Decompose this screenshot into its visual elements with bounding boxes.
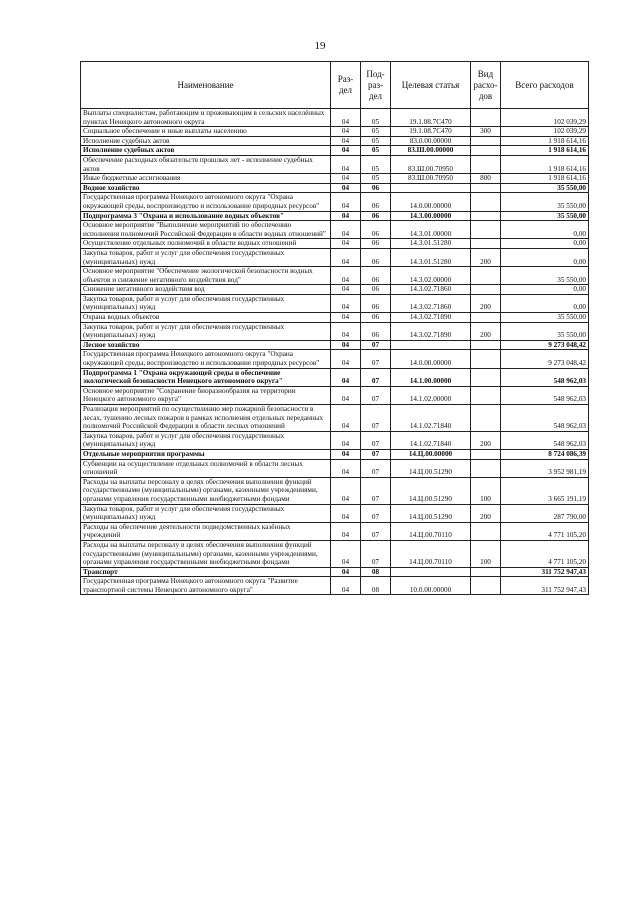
- header-name: Наименование: [81, 62, 331, 109]
- cell-name: Государственная программа Ненецкого автономного округа "Развитие транспортной системы Ненецкого автономного округа": [81, 577, 331, 595]
- table-row: [81, 285, 589, 295]
- table-row: [81, 522, 589, 540]
- cell-target-article: 14.Ц.00.00000: [391, 449, 471, 459]
- cell-subsection: 07: [361, 350, 391, 368]
- table-row: [81, 368, 589, 386]
- cell-section: 04: [331, 504, 361, 522]
- cell-section: 04: [331, 459, 361, 477]
- cell-section: 04: [331, 350, 361, 368]
- cell-subsection: 05: [361, 146, 391, 156]
- cell-expense-kind: [471, 522, 501, 540]
- cell-total: 287 790,00: [501, 504, 589, 522]
- cell-name: Охрана водных объектов: [81, 313, 331, 323]
- table-row: [81, 350, 589, 368]
- table-row: [81, 540, 589, 567]
- cell-section: 04: [331, 267, 361, 285]
- cell-target-article: 19.1.08.7С470: [391, 127, 471, 137]
- cell-expense-kind: [471, 267, 501, 285]
- cell-expense-kind: [471, 313, 501, 323]
- cell-subsection: 06: [361, 313, 391, 323]
- cell-section: 04: [331, 313, 361, 323]
- cell-total: 1 918 614,16: [501, 136, 589, 146]
- cell-expense-kind: 800: [471, 174, 501, 184]
- cell-subsection: 06: [361, 193, 391, 211]
- cell-expense-kind: [471, 239, 501, 249]
- cell-subsection: 06: [361, 267, 391, 285]
- cell-subsection: 06: [361, 294, 391, 312]
- cell-total: 548 962,03: [501, 431, 589, 449]
- table-row: [81, 174, 589, 184]
- cell-section: 04: [331, 155, 361, 173]
- cell-subsection: 05: [361, 136, 391, 146]
- cell-target-article: 14.Ц.00.70110: [391, 522, 471, 540]
- cell-section: 04: [331, 239, 361, 249]
- cell-expense-kind: [471, 350, 501, 368]
- cell-name: Закупка товаров, работ и услуг для обеспечения государственных (муниципальных) нужд: [81, 322, 331, 340]
- cell-name: Основное мероприятие "Выполнение мероприятий по обеспечению исполнения полномочий Российской Федерации в области водных отношений": [81, 221, 331, 239]
- table-row: [81, 211, 589, 221]
- cell-target-article: 14.Ц.00.51290: [391, 477, 471, 504]
- cell-expense-kind: 200: [471, 322, 501, 340]
- cell-expense-kind: 100: [471, 540, 501, 567]
- cell-expense-kind: [471, 155, 501, 173]
- cell-name: Субвенции на осуществление отдельных полномочий в области лесных отношений: [81, 459, 331, 477]
- cell-section: 04: [331, 294, 361, 312]
- cell-expense-kind: 200: [471, 248, 501, 266]
- cell-target-article: 14.1.02.71840: [391, 405, 471, 432]
- cell-name: Водное хозяйство: [81, 183, 331, 193]
- cell-section: 04: [331, 540, 361, 567]
- cell-subsection: 07: [361, 340, 391, 350]
- header-expense-kind: Вид расхо-дов: [471, 62, 501, 109]
- cell-section: 04: [331, 146, 361, 156]
- cell-target-article: 83.Ш.00.70950: [391, 155, 471, 173]
- cell-target-article: 14.3.02.00000: [391, 267, 471, 285]
- table-row: [81, 322, 589, 340]
- cell-target-article: 10.0.00.00000: [391, 577, 471, 595]
- table-row: [81, 155, 589, 173]
- cell-subsection: 07: [361, 477, 391, 504]
- cell-target-article: 14.0.00.00000: [391, 350, 471, 368]
- cell-target-article: 19.1.08.7С470: [391, 109, 471, 127]
- cell-section: 04: [331, 405, 361, 432]
- cell-section: 04: [331, 211, 361, 221]
- table-row: [81, 193, 589, 211]
- cell-total: 311 752 947,43: [501, 577, 589, 595]
- cell-subsection: 06: [361, 221, 391, 239]
- cell-name: Подпрограмма 1 "Охрана окружающей среды и обеспечение экологической безопасности Ненецкого автономного округа": [81, 368, 331, 386]
- cell-section: 04: [331, 248, 361, 266]
- cell-name: Исполнение судебных актов: [81, 146, 331, 156]
- cell-target-article: 14.3.02.71860: [391, 285, 471, 295]
- cell-subsection: 05: [361, 155, 391, 173]
- cell-section: 04: [331, 577, 361, 595]
- cell-section: 04: [331, 109, 361, 127]
- cell-section: 04: [331, 285, 361, 295]
- table-row: [81, 431, 589, 449]
- cell-target-article: 14.3.00.00000: [391, 211, 471, 221]
- cell-section: 04: [331, 522, 361, 540]
- cell-subsection: 07: [361, 449, 391, 459]
- cell-section: 04: [331, 477, 361, 504]
- cell-subsection: 07: [361, 504, 391, 522]
- cell-section: 04: [331, 340, 361, 350]
- cell-target-article: 14.3.02.71890: [391, 313, 471, 323]
- table-row: [81, 386, 589, 404]
- cell-section: 04: [331, 567, 361, 577]
- cell-expense-kind: [471, 386, 501, 404]
- cell-total: 35 550,00: [501, 211, 589, 221]
- cell-name: Закупка товаров, работ и услуг для обеспечения государственных (муниципальных) нужд: [81, 431, 331, 449]
- cell-subsection: 08: [361, 567, 391, 577]
- table-row: [81, 109, 589, 127]
- cell-expense-kind: 200: [471, 431, 501, 449]
- cell-subsection: 06: [361, 322, 391, 340]
- cell-total: 311 752 947,43: [501, 567, 589, 577]
- cell-target-article: 14.Ц.00.51290: [391, 504, 471, 522]
- cell-target-article: 14.1.02.71840: [391, 431, 471, 449]
- cell-target-article: 14.3.01.51280: [391, 239, 471, 249]
- cell-expense-kind: [471, 577, 501, 595]
- page-number: 19: [314, 40, 326, 52]
- cell-total: 35 550,00: [501, 183, 589, 193]
- cell-name: Закупка товаров, работ и услуг для обеспечения государственных (муниципальных) нужд: [81, 294, 331, 312]
- cell-name: Исполнение судебных актов: [81, 136, 331, 146]
- cell-total: 3 665 191,19: [501, 477, 589, 504]
- cell-name: Реализация мероприятий по осуществлению мер пожарной безопасности в лесах, тушению лесных пожаров в рамках исполнения отдельных переданных полномочий Российской Федерации в области лесных отношений: [81, 405, 331, 432]
- table-row: [81, 146, 589, 156]
- cell-total: 0,00: [501, 294, 589, 312]
- table-row: [81, 136, 589, 146]
- cell-target-article: 14.Ц.00.70110: [391, 540, 471, 567]
- cell-subsection: 07: [361, 459, 391, 477]
- cell-section: 04: [331, 136, 361, 146]
- cell-expense-kind: 300: [471, 127, 501, 137]
- cell-expense-kind: 200: [471, 504, 501, 522]
- cell-name: Закупка товаров, работ и услуг для обеспечения государственных (муниципальных) нужд: [81, 248, 331, 266]
- cell-name: Расходы на выплаты персоналу в целях обеспечения выполнения функций государственными (муниципальными) органами, казенными учреждениями, органами управления государственными внебюджетными фондами: [81, 477, 331, 504]
- cell-total: 3 952 981,19: [501, 459, 589, 477]
- cell-total: 1 918 614,16: [501, 146, 589, 156]
- cell-name: Иные бюджетные ассигнования: [81, 174, 331, 184]
- cell-subsection: 06: [361, 248, 391, 266]
- table-row: [81, 477, 589, 504]
- cell-target-article: 83.0.00.00000: [391, 136, 471, 146]
- cell-target-article: 14.0.00.00000: [391, 193, 471, 211]
- cell-target-article: 14.3.02.71890: [391, 322, 471, 340]
- cell-total: 0,00: [501, 248, 589, 266]
- cell-target-article: 14.1.00.00000: [391, 368, 471, 386]
- cell-subsection: 08: [361, 577, 391, 595]
- cell-expense-kind: [471, 567, 501, 577]
- cell-total: 1 918 614,16: [501, 174, 589, 184]
- cell-total: 8 724 086,39: [501, 449, 589, 459]
- cell-name: Обеспечение расходных обязательств прошлых лет - исполнение судебных актов: [81, 155, 331, 173]
- cell-target-article: 14.Ц.00.51290: [391, 459, 471, 477]
- cell-target-article: 83.Ш.00.70950: [391, 174, 471, 184]
- cell-expense-kind: [471, 285, 501, 295]
- cell-name: Осуществление отдельных полномочий в области водных отношений: [81, 239, 331, 249]
- table-row: [81, 183, 589, 193]
- cell-subsection: 05: [361, 174, 391, 184]
- cell-target-article: 14.3.02.71860: [391, 294, 471, 312]
- cell-expense-kind: [471, 136, 501, 146]
- table-row: [81, 313, 589, 323]
- cell-name: Государственная программа Ненецкого автономного округа "Охрана окружающей среды, воспроизводство и использование природных ресурсов": [81, 193, 331, 211]
- cell-name: Транспорт: [81, 567, 331, 577]
- table-row: [81, 294, 589, 312]
- cell-target-article: 14.3.01.51280: [391, 248, 471, 266]
- cell-section: 04: [331, 174, 361, 184]
- cell-section: 04: [331, 221, 361, 239]
- cell-total: 4 771 105,20: [501, 540, 589, 567]
- table-header-row: [81, 62, 589, 109]
- cell-target-article: 14.3.01.00000: [391, 221, 471, 239]
- cell-total: 548 962,03: [501, 368, 589, 386]
- table-row: [81, 221, 589, 239]
- cell-subsection: 07: [361, 431, 391, 449]
- cell-subsection: 06: [361, 285, 391, 295]
- header-subsection: Под-раз-дел: [361, 62, 391, 109]
- cell-target-article: 14.1.02.00000: [391, 386, 471, 404]
- table-row: [81, 405, 589, 432]
- cell-expense-kind: 200: [471, 294, 501, 312]
- table-row: [81, 127, 589, 137]
- cell-expense-kind: [471, 449, 501, 459]
- cell-expense-kind: [471, 146, 501, 156]
- cell-name: Расходы на обеспечение деятельности подведомственных казённых учреждений: [81, 522, 331, 540]
- cell-total: 0,00: [501, 285, 589, 295]
- cell-section: 04: [331, 431, 361, 449]
- cell-subsection: 07: [361, 540, 391, 567]
- cell-total: 35 550,00: [501, 322, 589, 340]
- cell-subsection: 06: [361, 183, 391, 193]
- cell-name: Снижение негативного воздействия вод: [81, 285, 331, 295]
- cell-expense-kind: [471, 405, 501, 432]
- cell-subsection: 07: [361, 368, 391, 386]
- cell-expense-kind: 100: [471, 477, 501, 504]
- cell-expense-kind: [471, 368, 501, 386]
- cell-total: 102 039,29: [501, 127, 589, 137]
- cell-total: 35 550,00: [501, 267, 589, 285]
- table-row: [81, 239, 589, 249]
- cell-expense-kind: [471, 459, 501, 477]
- table-row: [81, 340, 589, 350]
- cell-expense-kind: [471, 211, 501, 221]
- cell-section: 04: [331, 127, 361, 137]
- cell-section: 04: [331, 193, 361, 211]
- cell-name: Социальное обеспечение и иные выплаты населению: [81, 127, 331, 137]
- cell-subsection: 07: [361, 386, 391, 404]
- cell-total: 102 039,29: [501, 109, 589, 127]
- table-row: [81, 577, 589, 595]
- cell-section: 04: [331, 183, 361, 193]
- cell-name: Выплаты специалистам, работающим и проживающим в сельских населённых пунктах Ненецкого автономного округа: [81, 109, 331, 127]
- cell-section: 04: [331, 368, 361, 386]
- cell-target-article: [391, 183, 471, 193]
- cell-section: 04: [331, 322, 361, 340]
- cell-subsection: 05: [361, 127, 391, 137]
- cell-name: Расходы на выплаты персоналу в целях обеспечения выполнения функций государственными (муниципальными) органами, казенными учреждениями, органами управления государственными внебюджетными фондами: [81, 540, 331, 567]
- cell-subsection: 06: [361, 211, 391, 221]
- cell-expense-kind: [471, 109, 501, 127]
- table-row: [81, 267, 589, 285]
- cell-section: 04: [331, 449, 361, 459]
- table-row: [81, 248, 589, 266]
- cell-subsection: 07: [361, 405, 391, 432]
- cell-target-article: [391, 340, 471, 350]
- cell-section: 04: [331, 386, 361, 404]
- table-row: [81, 567, 589, 577]
- cell-total: 4 771 105,20: [501, 522, 589, 540]
- cell-subsection: 06: [361, 239, 391, 249]
- table-row: [81, 459, 589, 477]
- cell-name: Лесное хозяйство: [81, 340, 331, 350]
- cell-expense-kind: [471, 193, 501, 211]
- cell-total: 0,00: [501, 239, 589, 249]
- cell-total: 35 550,00: [501, 313, 589, 323]
- header-target-article: Целевая статья: [391, 62, 471, 109]
- cell-expense-kind: [471, 340, 501, 350]
- cell-name: Государственная программа Ненецкого автономного округа "Охрана окружающей среды, воспроизводство и использование природных ресурсов": [81, 350, 331, 368]
- table-row: [81, 504, 589, 522]
- table-row: [81, 449, 589, 459]
- cell-total: 1 918 614,16: [501, 155, 589, 173]
- cell-expense-kind: [471, 183, 501, 193]
- cell-name: Закупка товаров, работ и услуг для обеспечения государственных (муниципальных) нужд: [81, 504, 331, 522]
- cell-total: 35 550,00: [501, 193, 589, 211]
- cell-name: Отдельные мероприятия программы: [81, 449, 331, 459]
- header-total: Всего расходов: [501, 62, 589, 109]
- cell-name: Основное мероприятие "Сохранение биоразнообразия на территории Ненецкого автономного округа": [81, 386, 331, 404]
- cell-total: 548 962,03: [501, 386, 589, 404]
- cell-expense-kind: [471, 221, 501, 239]
- expenditure-table: [80, 61, 589, 595]
- cell-name: Основное мероприятие "Обеспечение экологической безопасности водных объектов и снижение негативного воздействия вод": [81, 267, 331, 285]
- cell-total: 0,00: [501, 221, 589, 239]
- cell-name: Подпрограмма 3 "Охрана и использование водных объектов": [81, 211, 331, 221]
- table-body: [81, 109, 589, 595]
- cell-total: 548 962,03: [501, 405, 589, 432]
- header-section: Раз-дел: [331, 62, 361, 109]
- cell-total: 9 273 048,42: [501, 340, 589, 350]
- cell-subsection: 07: [361, 522, 391, 540]
- cell-target-article: 83.Ш.00.00000: [391, 146, 471, 156]
- cell-target-article: [391, 567, 471, 577]
- cell-total: 9 273 048,42: [501, 350, 589, 368]
- cell-subsection: 05: [361, 109, 391, 127]
